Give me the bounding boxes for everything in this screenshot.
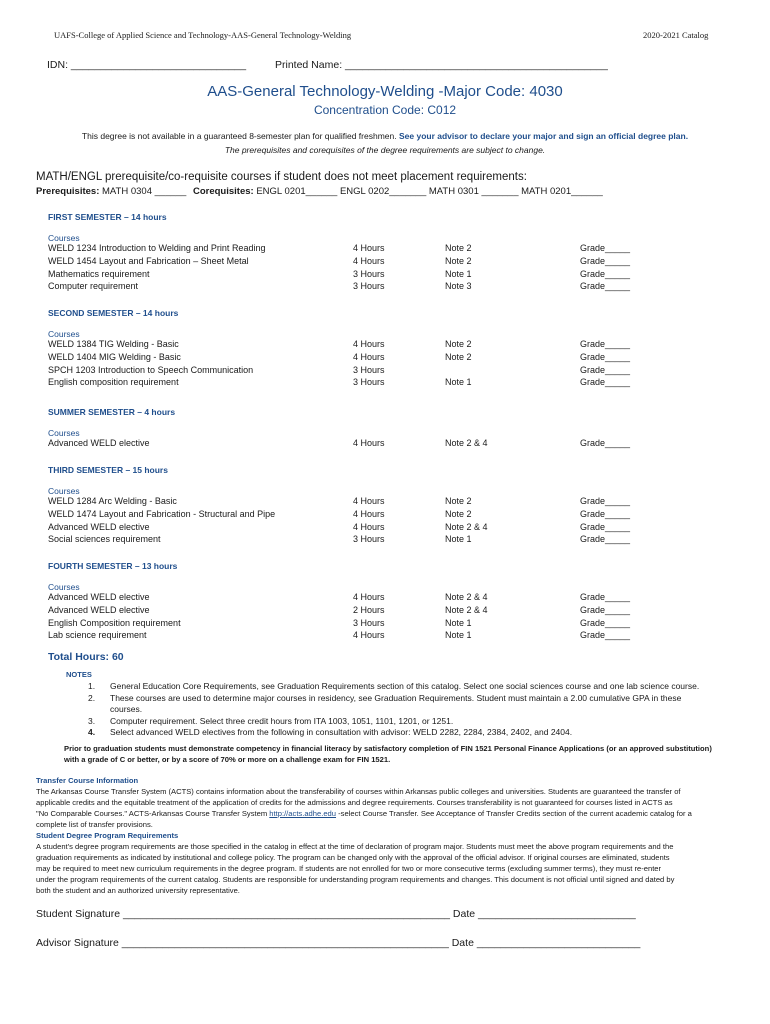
- course-hours: 3 Hours: [353, 617, 385, 628]
- course-hours: 4 Hours: [353, 521, 385, 532]
- financial-literacy-line2: with a grade of C or better, or by a score of 70% or more on a challenge exam for FIN 1521.: [64, 755, 391, 764]
- course-grade[interactable]: Grade_____: [580, 617, 631, 628]
- course-note: Note 1: [445, 617, 472, 628]
- course-hours: 4 Hours: [353, 496, 385, 506]
- course-row: [48, 339, 631, 352]
- course-grade[interactable]: Grade_____: [580, 630, 631, 641]
- course-row: [48, 243, 631, 256]
- advisor-note: See your advisor to declare your major and sign an official degree plan.: [398, 131, 689, 141]
- course-row: [48, 438, 631, 451]
- course-name: Advanced WELD elective: [48, 604, 150, 615]
- course-name: WELD 1284 Arc Welding - Basic: [48, 496, 177, 506]
- course-name: Social sciences requirement: [48, 534, 161, 545]
- course-hours: 4 Hours: [353, 255, 385, 266]
- course-hours: 3 Hours: [353, 364, 385, 375]
- course-grade[interactable]: Grade_____: [580, 268, 631, 279]
- note-text: courses.: [110, 704, 143, 714]
- note-text: Select advanced WELD electives from the following in consultation with advisor: WELD 2282, 2284, 2384, 2402, and 2404.: [110, 727, 573, 737]
- notes-label: NOTES: [66, 670, 92, 679]
- course-hours: 4 Hours: [353, 351, 385, 362]
- course-note: Note 1: [445, 377, 472, 388]
- semester-second: [48, 308, 631, 390]
- course-row: [48, 521, 631, 535]
- courses-label: Courses: [48, 329, 80, 339]
- course-note: Note 3: [445, 281, 472, 292]
- course-grade[interactable]: Grade_____: [580, 592, 631, 602]
- course-note: Note 1: [445, 534, 472, 545]
- course-note: Note 1: [445, 268, 472, 279]
- note-number: 1.: [88, 681, 96, 691]
- course-note: Note 2 & 4: [445, 438, 488, 448]
- course-name: WELD 1474 Layout and Fabrication - Structural and Pipe: [48, 508, 276, 519]
- course-note: Note 2: [445, 255, 472, 266]
- course-name: Advanced WELD elective: [48, 438, 150, 448]
- semester-third: [48, 465, 631, 547]
- course-hours: 4 Hours: [353, 508, 385, 519]
- transfer-line: applicable credits and the equitable treatment of the application of credits for the admissions and degree requirements. Courses transferability is not guaranteed for courses listed in ACTS as: [36, 798, 673, 807]
- course-grade[interactable]: Grade_____: [580, 281, 631, 292]
- coreq-label: Corequisites:: [192, 186, 254, 197]
- program-req-line: A student's degree program requirements are those specified in the catalog in effect at the time of declaration of program major. Students must meet the above program requirements and the: [36, 842, 674, 851]
- course-note: Note 2: [445, 508, 472, 519]
- courses-label: Courses: [48, 582, 80, 592]
- note-number: 4.: [88, 727, 96, 737]
- advisor-signature-line[interactable]: Advisor Signature ________________________________________________________ Date ____________________________: [36, 937, 641, 949]
- course-note: Note 1: [445, 630, 472, 641]
- course-name: Advanced WELD elective: [48, 521, 150, 532]
- transfer-line-with-link: [36, 808, 692, 819]
- semester-summer: [48, 407, 631, 451]
- semester-title: THIRD SEMESTER – 15 hours: [48, 465, 168, 475]
- semester-first: [48, 212, 631, 294]
- transfer-title: Transfer Course Information: [36, 776, 139, 785]
- course-note: Note 2 & 4: [445, 592, 488, 602]
- note-text: These courses are used to determine major courses in residency, see Graduation Requirements. Student must maintain a 2.00 cumulative GPA in these: [110, 692, 682, 703]
- catalog-header-right: 2020-2021 Catalog: [643, 30, 709, 40]
- math-engl-heading: MATH/ENGL prerequisite/co-requisite courses if student does not meet placement requirements:: [36, 171, 527, 183]
- transfer-line: complete list of transfer provisions.: [36, 820, 153, 829]
- intro-text: This degree is not available in a guaranteed 8-semester plan for qualified freshmen.: [81, 131, 397, 141]
- course-row: [48, 268, 631, 282]
- course-hours: 3 Hours: [353, 281, 385, 292]
- prereq-line: [36, 186, 603, 197]
- course-grade[interactable]: Grade_____: [580, 255, 631, 266]
- course-note: Note 2: [445, 351, 472, 362]
- course-row: [48, 508, 631, 522]
- course-row: [48, 377, 631, 390]
- semester-title: FIRST SEMESTER – 14 hours: [48, 212, 167, 222]
- course-grade[interactable]: Grade_____: [580, 534, 631, 545]
- course-note: Note 2 & 4: [445, 604, 488, 615]
- note-text: General Education Core Requirements, see Graduation Requirements section of this catalog. Select one social sciences course and one lab science course.: [110, 681, 700, 691]
- course-name: WELD 1404 MIG Welding - Basic: [48, 351, 181, 362]
- course-row: [48, 630, 631, 643]
- course-row: [48, 255, 631, 269]
- course-grade[interactable]: Grade_____: [580, 604, 631, 615]
- course-name: WELD 1454 Layout and Fabrication – Sheet Metal: [48, 255, 249, 266]
- program-req-line: graduation requirements as indicated by institutional and college policy. The program can be changed only with the approval of the official advisor. If original courses are eliminated, students: [36, 853, 670, 862]
- total-hours: Total Hours: 60: [48, 651, 124, 663]
- note-text: Computer requirement. Select three credit hours from ITA 1003, 1051, 1101, 1201, or 1251.: [110, 715, 454, 726]
- course-note: Note 2: [445, 496, 472, 506]
- course-grade[interactable]: Grade_____: [580, 243, 631, 253]
- course-hours: 3 Hours: [353, 268, 385, 279]
- courses-label: Courses: [48, 233, 80, 243]
- course-grade[interactable]: Grade_____: [580, 496, 631, 506]
- transfer-text: "No Comparable Courses." ACTS-Arkansas Course Transfer System: [36, 809, 270, 818]
- student-signature-line[interactable]: Student Signature ________________________________________________________ Date ___________________________: [36, 908, 636, 920]
- course-name: English composition requirement: [48, 377, 179, 388]
- course-note: Note 2: [445, 243, 472, 253]
- course-grade[interactable]: Grade_____: [580, 508, 631, 519]
- note-number: 3.: [88, 715, 96, 726]
- semester-title: SECOND SEMESTER – 14 hours: [48, 308, 179, 318]
- printed-name-field[interactable]: Printed Name: _____________________________________________: [275, 59, 608, 71]
- course-name: WELD 1234 Introduction to Welding and Print Reading: [48, 243, 266, 253]
- course-row: [48, 364, 631, 378]
- prereq-label: Prerequisites:: [36, 186, 100, 197]
- catalog-header-left: UAFS-College of Applied Science and Technology-AAS-General Technology-Welding: [54, 30, 352, 40]
- course-hours: 4 Hours: [353, 339, 385, 349]
- course-grade[interactable]: Grade_____: [580, 339, 631, 349]
- intro-line: [0, 131, 770, 141]
- course-grade[interactable]: Grade_____: [580, 377, 631, 388]
- semester-title: SUMMER SEMESTER – 4 hours: [48, 407, 176, 417]
- course-grade[interactable]: Grade_____: [580, 351, 631, 362]
- course-hours: 4 Hours: [353, 630, 385, 641]
- course-note: Note 2: [445, 339, 472, 349]
- program-req-title: Student Degree Program Requirements: [36, 831, 179, 840]
- course-hours: 3 Hours: [353, 534, 385, 545]
- course-row: [48, 592, 631, 605]
- semester-title: FOURTH SEMESTER – 13 hours: [48, 561, 178, 571]
- course-hours: 4 Hours: [353, 243, 385, 253]
- course-grade[interactable]: Grade_____: [580, 521, 631, 532]
- course-hours: 3 Hours: [353, 377, 385, 388]
- course-row: [48, 351, 631, 365]
- program-req-line: may be required to meet new curriculum requirements in the degree program. If students are not enrolled for two or more consecutive terms (excluding summer terms), they must re-enter: [36, 864, 662, 873]
- acts-link[interactable]: http://acts.adhe.edu: [269, 809, 337, 818]
- course-grade[interactable]: Grade_____: [580, 364, 631, 375]
- course-hours: 4 Hours: [353, 592, 385, 602]
- course-grade[interactable]: Grade_____: [580, 438, 631, 448]
- course-hours: 4 Hours: [353, 438, 385, 448]
- course-name: Mathematics requirement: [48, 268, 150, 279]
- transfer-text: -select Course Transfer. See Acceptance of Transfer Credits section of the current academic catalog for a: [336, 809, 692, 818]
- course-row: [48, 281, 631, 294]
- program-req-line: under the program requirements of the current catalog. Students are responsible for understanding program requirements and changes. This document is not official until signed and dated by: [36, 875, 675, 884]
- course-row: [48, 617, 631, 631]
- subject-to-change-note: The prerequisites and corequisites of the degree requirements are subject to change.: [224, 145, 546, 155]
- course-name: WELD 1384 TIG Welding - Basic: [48, 339, 179, 349]
- course-row: [48, 604, 631, 618]
- course-name: Computer requirement: [48, 281, 139, 292]
- financial-literacy-line1: Prior to graduation students must demonstrate competency in financial literacy by satisfactory completion of FIN 1521 Personal Finance Applications (or an approved substitution): [64, 744, 712, 753]
- course-name: SPCH 1203 Introduction to Speech Communication: [48, 364, 254, 375]
- program-req-line: both the student and an authorized university representative.: [36, 886, 240, 895]
- semester-fourth: [48, 561, 631, 643]
- courses-label: Courses: [48, 486, 80, 496]
- course-name: Lab science requirement: [48, 630, 147, 641]
- course-row: [48, 534, 631, 547]
- idn-field[interactable]: IDN: ______________________________: [47, 59, 247, 71]
- page-title: AAS-General Technology-Welding -Major Code: 4030: [207, 83, 563, 100]
- course-row: [48, 496, 631, 509]
- note-number: 2.: [88, 692, 96, 703]
- coreq-value: ENGL 0201______ ENGL 0202_______ MATH 0301 _______ MATH 0201______: [256, 186, 603, 197]
- prereq-value: MATH 0304 ______: [102, 186, 187, 197]
- course-name: English Composition requirement: [48, 617, 181, 628]
- concentration-code: Concentration Code: C012: [313, 103, 457, 117]
- course-note: Note 2 & 4: [445, 521, 488, 532]
- courses-label: Courses: [48, 428, 80, 438]
- course-name: Advanced WELD elective: [48, 592, 150, 602]
- course-hours: 2 Hours: [353, 604, 385, 615]
- transfer-line: The Arkansas Course Transfer System (ACTS) contains information about the transferability of courses within Arkansas public colleges and universities. Students are guaranteed the transfer of: [36, 787, 681, 796]
